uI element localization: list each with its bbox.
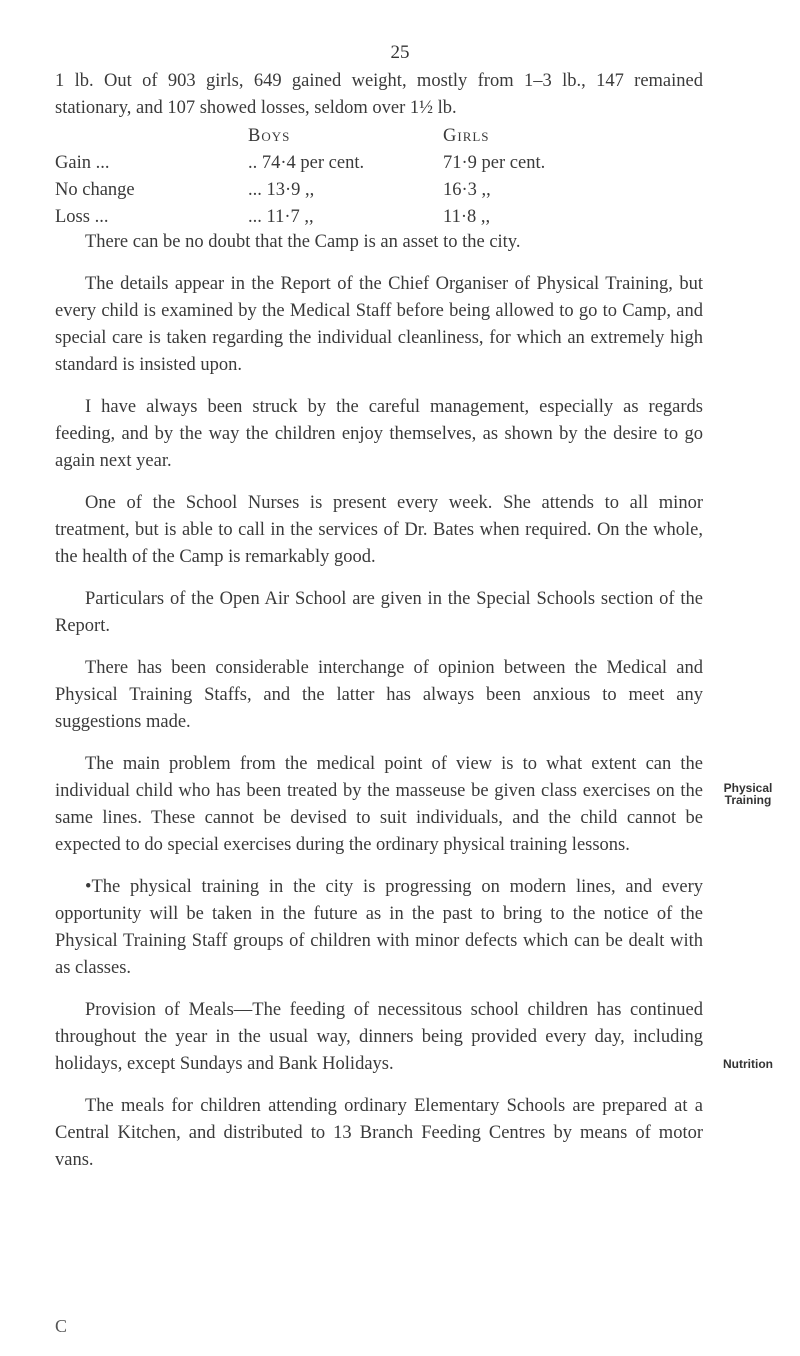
paragraph: I have always been struck by the careful management, especially as regards feeding, and by the way the children enjoy themselves, as shown by the desire to go again next year. [55, 397, 703, 471]
paragraph: There can be no doubt that the Camp is an asset to the city. [85, 232, 521, 252]
table-header-girls: Girls [443, 126, 490, 146]
sidenote-physical-training: Physical Training [723, 781, 773, 807]
sidenote-nutrition: Nutrition [723, 1057, 773, 1071]
table-header-row [55, 123, 615, 150]
paragraph: One of the School Nurses is present every week. She attends to all minor treatment, but is able to call in the services of Dr. Bates when required. On the whole, the health of the Camp is remarkably good. [55, 493, 703, 567]
signature-letter: C [55, 1316, 68, 1336]
table-cell: No change [55, 180, 135, 200]
paragraph: Particulars of the Open Air School are given in the Special Schools section of the Report. [55, 589, 703, 636]
table-row [55, 150, 615, 177]
table-row [55, 204, 615, 231]
table-cell: Loss ... [55, 207, 109, 227]
table-cell: 11·8 ,, [443, 207, 491, 227]
table-cell: ... 13·9 ,, [248, 180, 315, 200]
table-row [55, 177, 615, 204]
paragraph: •The physical training in the city is progressing on modern lines, and every opportunity will be taken in the future as in the past to bring to the notice of the Physical Training Staff groups of children with minor defects which can be dealt with as classes. [55, 877, 703, 978]
body-text [55, 229, 703, 1189]
paragraph: There has been considerable interchange of opinion between the Medical and Physical Training Staffs, and the latter has always been anxious to meet any suggestions made. [55, 658, 703, 732]
table-cell: 16·3 ,, [443, 180, 491, 200]
table-cell: ... 11·7 ,, [248, 207, 314, 227]
intro-paragraph [55, 68, 703, 122]
page-number: 25 [390, 42, 410, 63]
intro-text: 1 lb. Out of 903 girls, 649 gained weight, mostly from 1–3 lb., 147 remained stationary, and 107 showed losses, seldom over 1½ lb. [55, 71, 703, 118]
paragraph: The main problem from the medical point of view is to what extent can the individual child who has been treated by the masseuse be given class exercises on the same lines. These cannot be devised to suit individuals, and the child cannot be expected to do special exercises during the ordinary physical training lessons. [55, 754, 703, 855]
table-cell: .. 74·4 per cent. [248, 153, 365, 173]
weight-table [55, 123, 615, 231]
table-cell: 71·9 per cent. [443, 153, 546, 173]
table-header-boys: Boys [248, 126, 291, 146]
paragraph: The meals for children attending ordinary Elementary Schools are prepared at a Central Kitchen, and distributed to 13 Branch Feeding Centres by means of motor vans. [55, 1096, 703, 1170]
paragraph: Provision of Meals—The feeding of necessitous school children has continued throughout the year in the usual way, dinners being provided every day, including holidays, except Sundays and Bank Holidays. [55, 1000, 703, 1074]
paragraph: The details appear in the Report of the Chief Organiser of Physical Training, but every child is examined by the Medical Staff before being allowed to go to Camp, and special care is taken regarding the individual cleanliness, for which an extremely high standard is insisted upon. [55, 274, 703, 375]
table-cell: Gain ... [55, 153, 110, 173]
